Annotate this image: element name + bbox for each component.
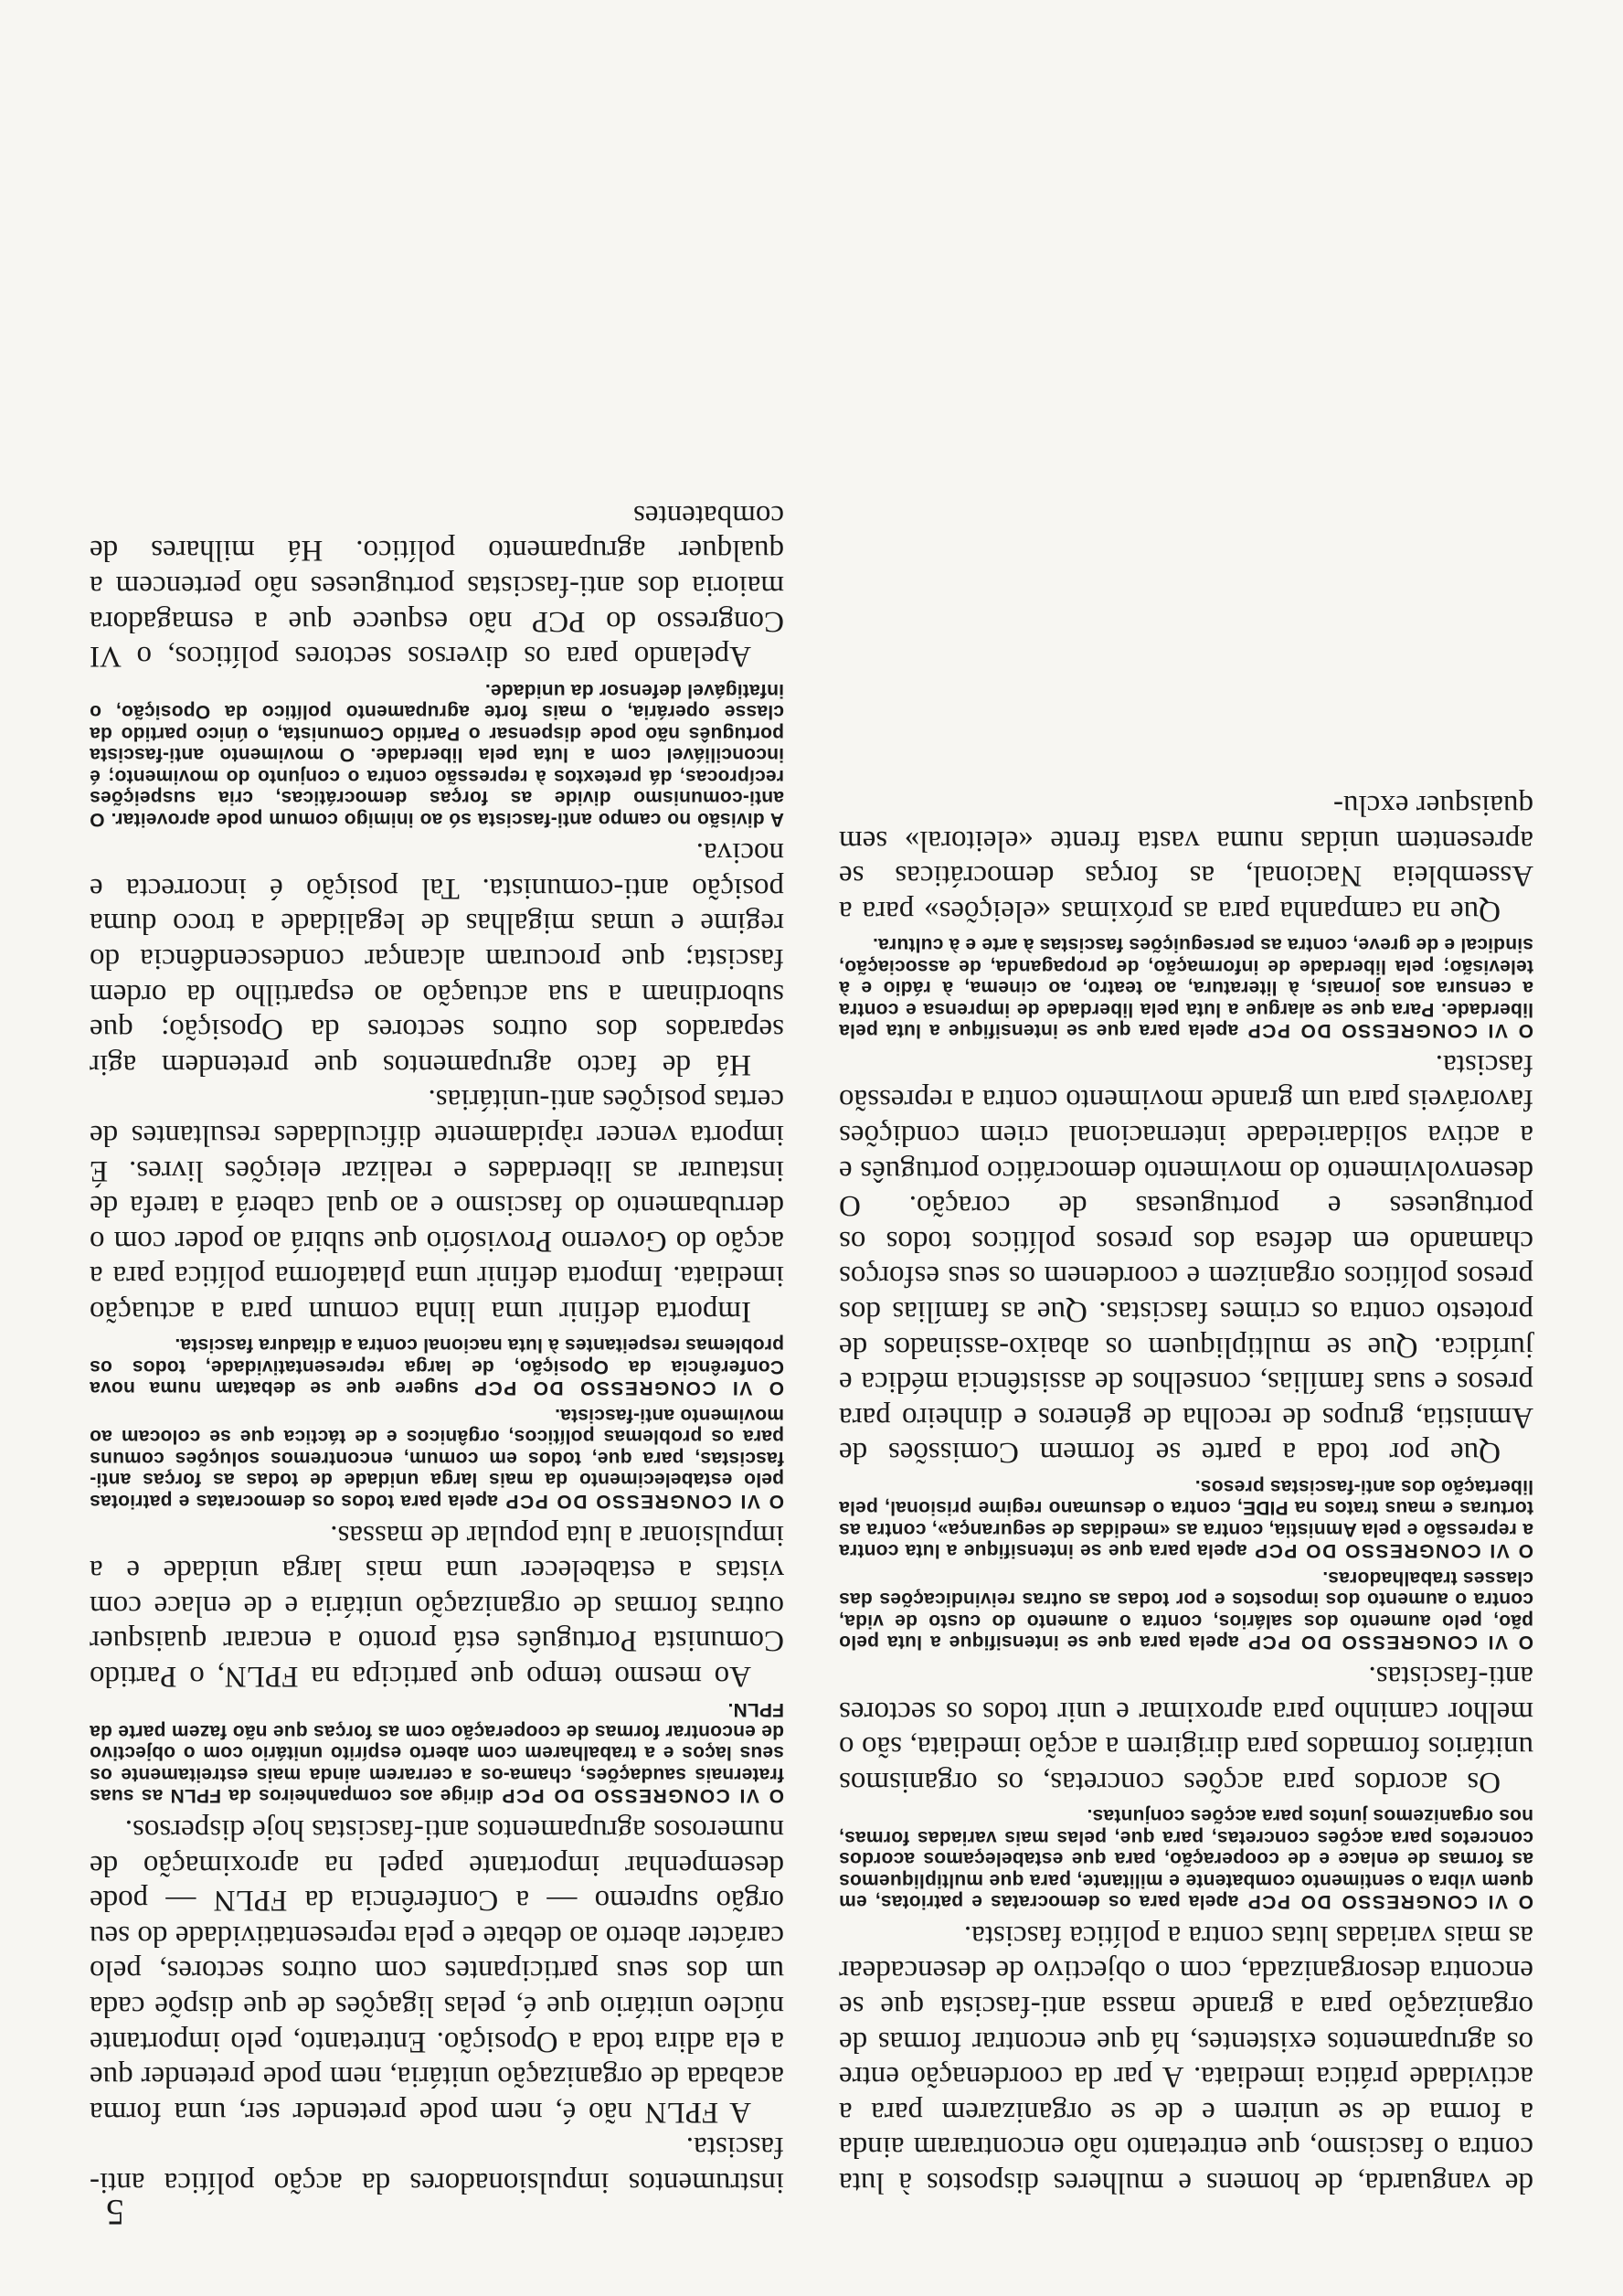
note-text: sugere que se debatam numa nova Conferência da Oposição, de larga representatividade, todos os problemas respeitantes à luta nacional contra a ditadura fascista. xyxy=(90,1334,784,1399)
note-heading: O VI CONGRESSO DO PCP xyxy=(1246,1891,1533,1913)
note-text: apela para que se intensifique a luta pela liberdade. Para que se alargue a luta pela liberdade de imprensa e contra a censura aos jornais, à literatura, ao teatro, ao cinema, à rádio e à televisão; pela liberdade de informação, de propaganda, de associação, sindical e de greve, contra as perseguições fascistas à arte e à cultura. xyxy=(839,934,1533,1042)
congress-resolution-note xyxy=(90,1699,784,1807)
paragraph: Ao mesmo tempo que participa na FPLN, o Partido Comunista Português está pronto a encarar quaisquer outras formas de organização unitária e de enlace com vistas a estabelecer uma mais larga unidade e a impulsionar a luta popular de massas. xyxy=(90,1518,784,1693)
paragraph: Importa definir uma linha comum para a actuação imediata. Importa definir uma plataforma política para a acção do Governo Provisório que subirá ao poder com o derrubamento do fascismo e ao qual caberá a tarefa de instaurar as liberdades e realizar eleições livres. É importa vencer ràpidamente dificuldades resultantes de certas posições anti-unitárias. xyxy=(90,1083,784,1328)
left-column xyxy=(839,787,1533,2200)
note-text: apela para os democratas e patriotas, em quem vibra o sentimento combatente e militante, para que multipliquemos as formas de enlace e de cooperação, para que estabeleçamos acordos concretos para acções concretas, para que, pelas mais variadas formas, nos organizemos juntos para acções conjuntas. xyxy=(838,1805,1533,1913)
note-text: dirige aos companheiros da FPLN as suas fraternais saudações, chama-os a cerrarem ainda mais estreitamente os seus laços e a trabalharem com aberto espírito unitário com o objectivo de encontrar formas de cooperação com as forças que não fazem parte da FPLN. xyxy=(90,1699,784,1807)
paragraph: Que por toda a parte se formem Comissões de Amnistia, grupos de recolha de géneros e dinheiro para presos e suas famílias, conselhos de assistência médica e jurídica. Que se multipliquem os abaixo-assinados de protesto contra os crimes fascistas. Que as famílias dos presos políticos organizem e coordenem os seus esforços chamando em defesa dos presos políticos todos os portugueses e portuguesas de coração. O desenvolvimento do movimento democrático português e a activa solidariedade internacional criem condições favoráveis para um grande movimento contra a repressão fascista. xyxy=(839,1047,1533,1470)
note-heading: O VI CONGRESSO DO PCP xyxy=(1253,1540,1533,1562)
paragraph: A FPLN não é, nem pode pretender ser, uma forma acabada de organização unitária, nem pode pretender que a ela adira toda a Oposição. Entretanto, pelo importante núcleo unitário que é, pelas ligações de que dispõe cada um dos seus participantes com outros sectores, pelo carácter aberto ao debate e pela representatividade do seu orgão supremo — a Conferência da FPLN — pode desempenhar importante papel na aproximação de numerosos agrupamentos anti-fascistas hoje dispersos. xyxy=(90,1813,784,2129)
congress-resolution-note xyxy=(90,679,784,830)
note-heading: O VI CONGRESSO DO PCP xyxy=(1246,1632,1533,1653)
paragraph: Os acordos para acções concretas, os organismos unitários formados para dirigirem a acção imediata, são o melhor caminho para aproximar e unir todos os sectores anti-fascistas. xyxy=(839,1659,1533,1799)
congress-resolution-note xyxy=(90,1334,784,1399)
congress-resolution-note xyxy=(839,1567,1533,1653)
note-heading: O VI CONGRESSO DO PCP xyxy=(504,1491,784,1512)
paragraph: de vanguarda, de homens e mulheres dispostos à luta contra o fascismo, que entretanto não encontraram ainda a forma de se unirem e de se organizarem para a actividade prática imediata. A par da coordenação entre os agrupamentos existentes, há que encontrar formas de organização para a grande massa anti-fascista que se encontra desorganizada, com o objectivo de desencadear as mais variadas lutas contra a política fascista. xyxy=(839,1919,1533,2199)
page-number: 5 xyxy=(106,2192,124,2233)
paragraph: Que na campanha para as próximas «eleições» para a Assembleia Nacional, as forças democráticas se apresentem unidas numa vasta frente «eleitoral» sem quaisquer exclu- xyxy=(839,788,1533,928)
congress-resolution-note xyxy=(90,1405,784,1513)
paragraph: instrumentos impulsionadores da acção política anti-fascista. xyxy=(90,2131,784,2199)
note-heading: O VI CONGRESSO DO PCP xyxy=(1246,1020,1533,1042)
note-heading: O VI CONGRESSO DO PCP xyxy=(500,1785,784,1807)
congress-resolution-note xyxy=(839,1805,1533,1913)
note-heading: O VI CONGRESSO DO PCP xyxy=(472,1377,784,1399)
right-column xyxy=(90,497,784,2200)
note-text: apela para que se intensifique a luta pelo pão, pelo aumento dos salários, contra o aumento do custo de vida, contra o aumento dos impostos e por todas as outras reivindicações das classes trabalhadoras. xyxy=(839,1567,1533,1653)
note-text: apela para todos os democratas e patriotas pelo estabelecimento da mais larga unidade de todas as forças anti-fascistas, para que, todos em comum, encontremos soluções comuns para os problemas políticos, orgânicos e de táctica que se colocam ao movimento anti-fascista. xyxy=(90,1405,784,1512)
note-text: A divisão no campo anti-fascista só ao inimigo comum pode aproveitar. O anti-comunismo divide as forças democráticas, cria suspeições recíprocas, dá pretextos à repressão contra o conjunto do movimento; é inconciliável com a luta pela liberdade. O movimento anti-fascista português não pode dispensar o Partido Comunista, o único partido da classe operária, o mais forte agrupamento político da Oposição, o infatigável defensor da unidade. xyxy=(90,679,784,830)
note-text: apela para que se intensifique a luta contra a repressão e pela Amnistia, contra as «medidas de segurança», contra as torturas e maus tratos na PIDE, contra o desumano regime prisional, pela libertação dos anti-fascistas presos. xyxy=(839,1475,1533,1562)
paragraph: Apelando para os diversos sectores políticos, o VI Congresso do PCP não esquece que a esmagadora maioria dos anti-fascistas portugueses não pertencem a qualquer agrupamento político. Há milhares de combatentes xyxy=(90,498,784,674)
paragraph: Há de facto agrupamentos que pretendem agir separados dos outros sectores da Oposição; que subordinam a sua actuação ao espartilho da ordem fascista; que procuram alcançar condescendência do regime e umas migalhas de legalidade a troco duma posição anti-comunista. Tal posição é incorrecta e nociva. xyxy=(90,836,784,1081)
congress-resolution-note xyxy=(839,1475,1533,1561)
congress-resolution-note xyxy=(839,934,1533,1042)
